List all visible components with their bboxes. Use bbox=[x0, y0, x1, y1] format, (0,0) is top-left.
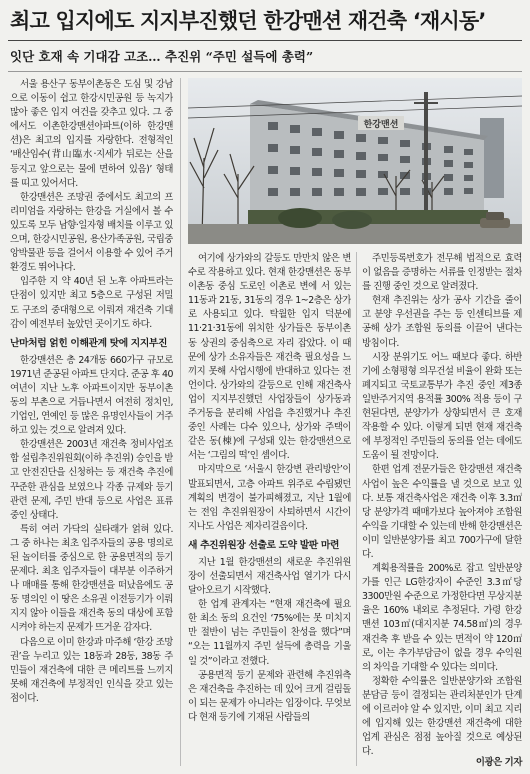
apartment-photo bbox=[188, 78, 522, 244]
body-paragraph: 여기에 상가와의 갈등도 만만치 않은 변수로 작용하고 있다. 현재 한강맨션은 동부이촌동 중심 도로인 이촌로 변에 서 있는 11동과 21동, 31동의 경우 1~2층은 상가로 사용되고 있다. 탁월한 입지 덕분에 11·21·31동에 위치한 상가들은 동부이촌동 상권의 중심축으로 자리 잡았다. 이 때문에 상가 소유자들은 재건축 필요성을 느끼지 못해 사업시행에 반대하고 있다는 전언이다. 상가와의 갈등으로 인해 재건축사업이 지지부진했던 사업장들이 상가동과 주거동을 분리해 사업을 추진했거나 추진 중인 사례는 다수 있으나, 상가와 주택이 같은 동(棟)에 구성돼 있는 한강맨션으로서는 ‘그림의 떡’인 셈이다. bbox=[188, 253, 351, 462]
body-paragraph: 한강맨션은 2003년 재건축 정비사업조합 설립추진위원회(이하 추진위) 승인을 받고 안전진단을 신청하는 등 재건축 추진에 꾸준한 관심을 보였으나 각종 규제와 등기 관련 문제, 주민 반대 등으로 사업은 표류 중인 상태다. bbox=[10, 439, 173, 521]
body-paragraph: 다음으로 이미 한강과 마주해 ‘한강 조망권’을 누리고 있는 18동과 28동, 38동 주민들이 재건축에 대한 큰 메리트를 느끼지 못해 재건축에 부정적인 인식을 갖고 있는 점이다. bbox=[10, 636, 173, 704]
body-paragraph: 특히 여러 가닥의 실타래가 얽혀 있다. 그 중 하나는 최초 입주자들의 공용 명의로 된 놀이터를 중심으로 한 공용면적의 등기 문제다. 최초 입주자들이 대부분 이주하거나 매매를 통해 한강맨션을 떠났음에도 공동 명의인 이 땅은 소유권 이전등기가 이뤄지지 않아 이들을 재건축 동의 대상에 포함시켜야 하는지 문제가 뜨거운 감자다. bbox=[10, 523, 173, 634]
body-paragraph: 한 업계 관계자는 “현재 재건축에 필요한 최소 동의 요건인 ‘75%에는 못 미치지만 절반이 넘는 주민들이 찬성을 했다”며 “오는 11월까지 주민 설득에 총력을 기울일 것”이라고 전했다. bbox=[188, 599, 351, 667]
section-heading: 난마처럼 얽힌 이해관계 탓에 지지부진 bbox=[10, 337, 168, 349]
headline-divider bbox=[8, 40, 522, 41]
apartment-photo-illustration bbox=[188, 78, 522, 244]
article-byline: 이광은 기자 bbox=[475, 757, 522, 768]
article-subhead: 잇단 호재 속 기대감 고조… 추진위 “주민 설득에 총력” bbox=[10, 49, 314, 64]
column-divider bbox=[356, 252, 357, 766]
body-paragraph: 정확한 수익률은 일반분양가와 조합원분담금 등이 결정되는 관리처분인가 단계에 이르러야 알 수 있지만, 이미 최고 지리에 입지해 있는 한강맨션 재건축에 대한 업계 관심은 점점 높아질 것으로 예상된다. bbox=[362, 675, 522, 758]
body-paragraph: 현재 추진위는 상가 공사 기간을 줄이고 분양 우선권을 주는 등 인센티브를 제공해 상가 조합원 동의를 이끌어 낸다는 방침이다. bbox=[362, 295, 522, 349]
body-paragraph: 한강맨션은 총 24개동 660가구 규모로 1971년 준공된 아파트 단지다. 준공 후 40여년이 지난 노후 아파트이지만 동부이촌동의 부촌으로 거듭나면서 여전히 정치인, 기업인, 연예인 등 많은 유명인사들이 거주하고 있는 것으로 알려져 있다. bbox=[10, 354, 173, 437]
body-paragraph: 한편 업계 전문가들은 한강맨션 재건축사업이 높은 수익률을 낼 것으로 보고 있다. 보통 재건축사업은 재건축 이후 3.3㎡당 분양가격 때매가보다 높아져야 조합원 수익을 기대할 수 있는데 반해 한강맨션은 이미 일반분양가를 최고 700가구에 달한다. bbox=[362, 464, 522, 560]
subhead-divider bbox=[8, 71, 522, 72]
article-column-1 bbox=[10, 78, 173, 768]
body-paragraph: 공용면적 등기 문제와 관련해 추진위측은 재건축을 추진하는 데 있어 크게 걸림돌이 되는 문제가 아니라는 입장이다. 무엇보다 현재 등기에 기재된 사람들의 bbox=[188, 669, 351, 723]
section-heading: 새 추진위원장 선출로 도약 발판 마련 bbox=[188, 539, 340, 551]
body-paragraph: 서울 용산구 동부이촌동은 도심 및 강남으로 이동이 쉽고 한강시민공원 등 녹지가 많아 좋은 입지 여건을 갖추고 있다. 그 중에서도 이촌한강맨션아파트(이하 한강맨션)은 최고의 입지를 자랑한다. 전형적인 ‘배산임수(背山臨水·지세가 뒤로는 산을 등지고 앞으로는 물에 면하여 있음)’ 형태를 띠고 있어서다. bbox=[10, 79, 173, 189]
article-column-3 bbox=[362, 252, 522, 768]
building-sign: 한강맨션 bbox=[363, 120, 399, 130]
body-paragraph: 계획용적률을 200%로 잡고 일반분양가를 인근 LG한강자이 수준인 3.3㎡당 3300만원 수준으로 가정한다면 무상지분율은 160% 내외로 추정된다. 가령 한강맨션 103㎡(대지지분 74.58㎡)의 경우 재건축 후 받을 수 있는 면적이 약 120㎡로, 이는 추가부담금이 없을 경우 수익원의 차익을 기대할 수 있다는 의미다. bbox=[362, 563, 522, 673]
article-column-2 bbox=[188, 252, 351, 768]
body-paragraph: 주민등록번호가 전무해 법적으로 효력이 없음을 증명하는 서류를 인정받는 절차를 진행 중인 것으로 알려졌다. bbox=[362, 253, 522, 293]
column-divider bbox=[180, 78, 181, 766]
body-paragraph: 마지막으로 ‘서울시 한강변 관리방안’이 발표되면서, 고층 아파트 위주로 수립됐던 계획의 변경이 불가피해졌고, 지난 1월에는 전임 추진위원장이 사퇴하면서 시간이 지나도 사업은 제자리걸음이다. bbox=[188, 464, 351, 532]
body-paragraph: 시장 분위기도 어느 때보다 좋다. 하반기에 소형평형 의무건설 비율이 완화 또는 폐지되고 국토교통부가 추진 중인 제3종일반주거지역 용적률 300% 적용 등이 구현된다면, 분양가가 상향되면서 큰 호재 작용할 수 있다. 이렇게 되면 현재 재건축에 부정적인 주민들의 동의를 얻는 데에도 도움이 될 전망이다. bbox=[362, 351, 522, 462]
article-headline: 최고 입지에도 지지부진했던 한강맨션 재건축 ‘재시동’ bbox=[10, 9, 486, 33]
body-paragraph: 입주한 지 약 40년 된 노후 아파트라는 단점이 있지만 최고 5층으로 구성된 저밀도 구조의 중대형으로 이뤄져 재건축 기대감이 예전부터 높았던 곳이기도 하다. bbox=[10, 276, 173, 330]
body-paragraph: 지난 1월 한강맨션의 새로운 추진위원장이 선출되면서 재건축사업 열기가 다시 달아오르기 시작했다. bbox=[188, 556, 351, 597]
body-paragraph: 한강맨션은 조망권 중에서도 최고의 프리미엄을 자랑하는 한강을 거실에서 볼 수 있도록 모두 남향·일자형 배치를 이루고 있으며, 한강시민공원, 용산가족공원, 국립중앙박물관 등을 걸어서 이용할 수 있어 주거환경도 뛰어나다. bbox=[10, 191, 173, 274]
